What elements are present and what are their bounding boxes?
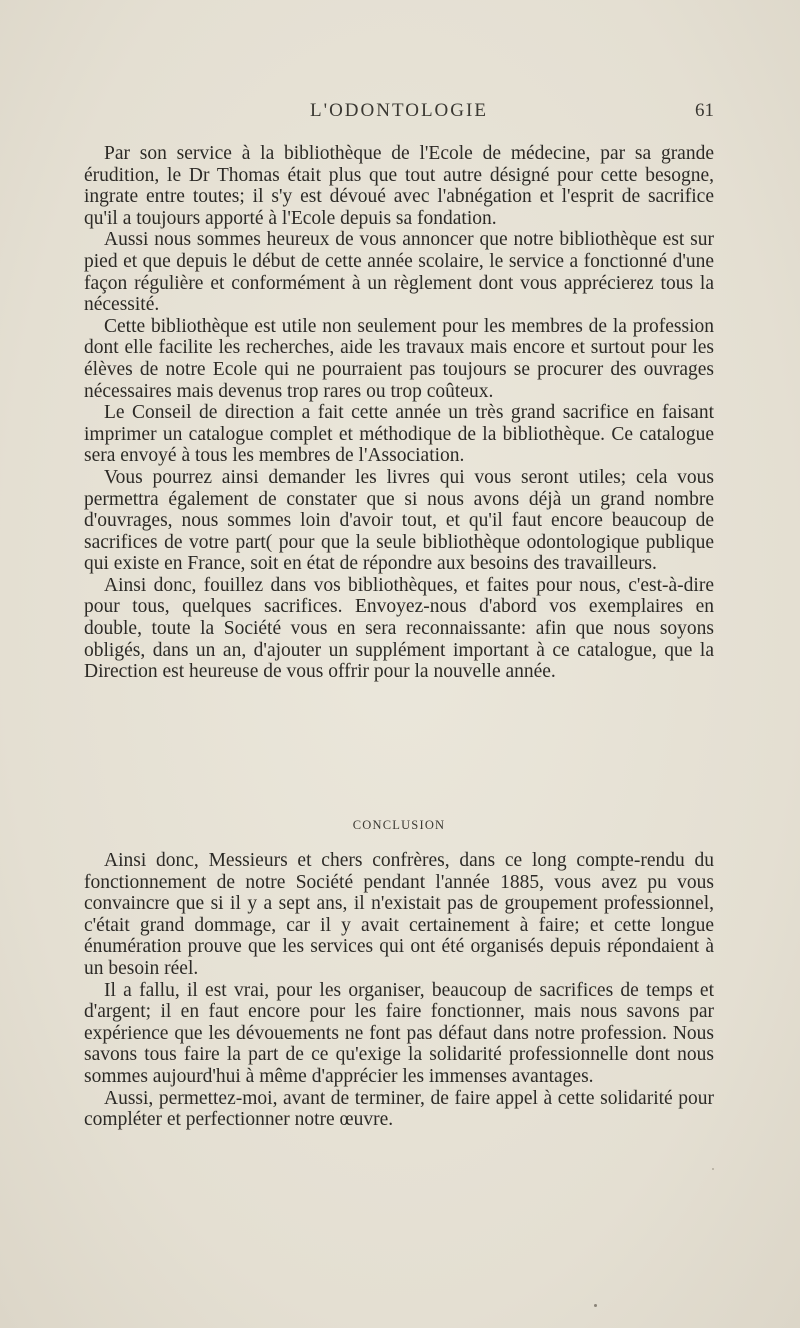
paragraph: Ainsi donc, Messieurs et chers confrères, dans ce long compte-rendu du fonctionnement de notre Société pendant l'année 1885, vous avez pu vous convaincre que si il y a sept ans, il n'existait pas de groupement professionnel, c'était grand dommage, car il y avait certainement à faire; et cette longue énumération prouve que les services qui ont été organisés depuis répondaient à un besoin réel. bbox=[84, 850, 714, 979]
paper-speck bbox=[594, 1304, 597, 1307]
section-heading-conclusion: CONCLUSION bbox=[352, 818, 446, 832]
paragraph: Il a fallu, il est vrai, pour les organiser, beaucoup de sacrifices de temps et d'argent; il en faut encore pour les faire fonctionner, mais nous savons par expérience que les dévouements ne font pas défaut dans notre profession. Nous savons tous faire la part de ce qu'exige la solidarité professionnelle dont nous sommes aujourd'hui à même d'apprécier les immenses avantages. bbox=[84, 979, 714, 1087]
paper-speck bbox=[712, 1168, 714, 1170]
body-text bbox=[84, 143, 714, 683]
paragraph: Ainsi donc, fouillez dans vos bibliothèques, et faites pour nous, c'est-à-dire pour tous, quelques sacrifices. Envoyez-nous d'abord vos exemplaires en double, toute la Société vous en sera reconnaissante: afin que nous soyons obligés, dans un an, d'ajouter un supplément important à ce catalogue, que la Direction est heureuse de vous offrir pour la nouvelle année. bbox=[84, 574, 714, 683]
paragraph: Aussi nous sommes heureux de vous annoncer que notre bibliothèque est sur pied et que depuis le début de cette année scolaire, le service a fonctionné d'une façon régulière et conformément à un règlement dont vous apprécierez tous la nécessité. bbox=[84, 229, 714, 316]
running-head bbox=[84, 100, 714, 130]
page-number: 61 bbox=[695, 100, 714, 121]
journal-title: L'ODONTOLOGIE bbox=[310, 100, 488, 121]
paragraph: Par son service à la bibliothèque de l'Ecole de médecine, par sa grande érudition, le Dr Thomas était plus que tout autre désigné pour cette besogne, ingrate entre toutes; il s'y est dévoué avec l'abnégation et l'esprit de sacrifice qu'il a toujours apporté à l'Ecole depuis sa fondation. bbox=[84, 143, 714, 229]
paragraph: Cette bibliothèque est utile non seulement pour les membres de la profession dont elle facilite les recherches, aide les travaux mais encore et surtout pour les élèves de notre Ecole qui ne pourraient pas toujours se procurer des ouvrages nécessaires mais devenus trop rares ou trop coûteux. bbox=[84, 315, 714, 402]
paragraph: Aussi, permettez-moi, avant de terminer, de faire appel à cette solidarité pour compléter et perfectionner notre œuvre. bbox=[84, 1087, 714, 1131]
paragraph: Le Conseil de direction a fait cette année un très grand sacrifice en faisant imprimer un catalogue complet et méthodique de la bibliothèque. Ce catalogue sera envoyé à tous les membres de l'Association. bbox=[84, 402, 714, 467]
conclusion-text bbox=[84, 850, 714, 1131]
paragraph: Vous pourrez ainsi demander les livres qui vous seront utiles; cela vous permettra également de constater que si nous avons déjà un grand nombre d'ouvrages, nous sommes loin d'avoir tout, et qu'il faut encore beaucoup de sacrifices de votre part( pour que la seule bibliothèque odontologique publique qui existe en France, soit en état de répondre aux besoins des travailleurs. bbox=[84, 466, 714, 575]
